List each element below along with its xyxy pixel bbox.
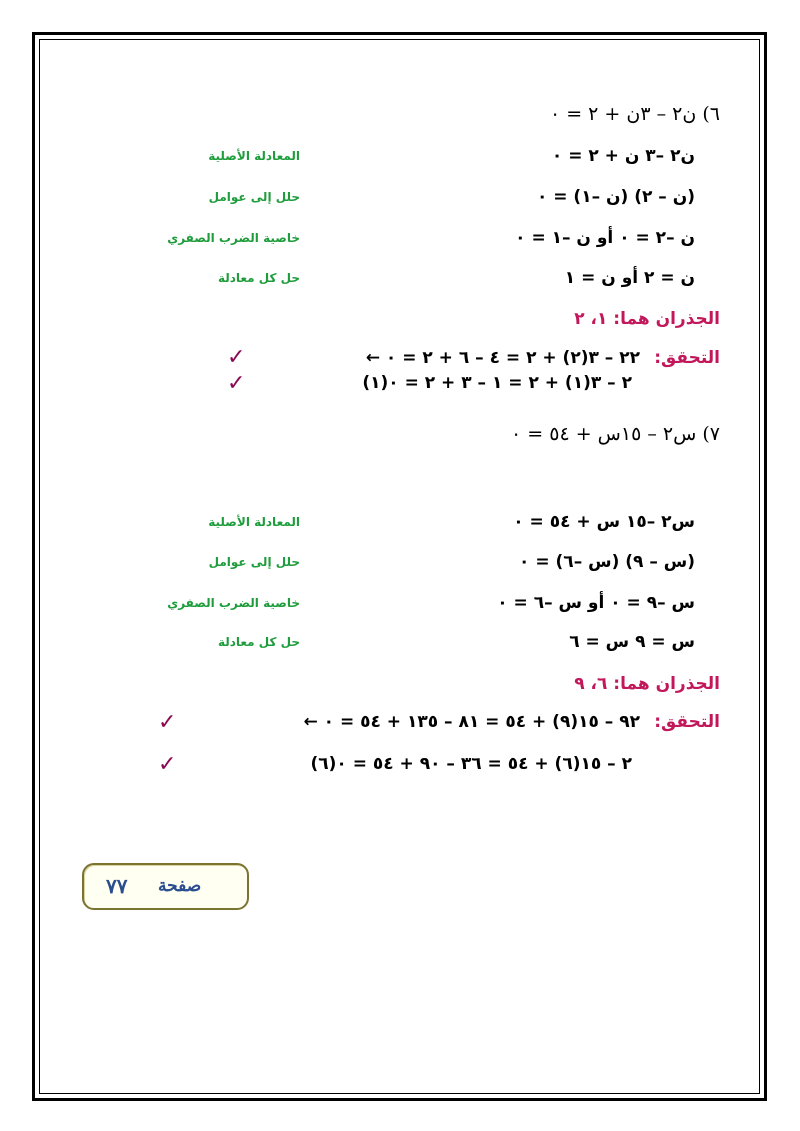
p6-step-1-equation: ن٢ –٣ ن + ٢ = ٠ (551, 146, 695, 166)
p7-step-3-note: خاصية الضرب الصفري (167, 596, 300, 610)
p7-step-4-equation: س = ٩ س = ٦ (569, 632, 695, 652)
check-mark-icon: ✓ (227, 371, 246, 396)
check-mark-icon: ✓ (158, 752, 177, 777)
check-mark-icon: ✓ (227, 345, 246, 370)
problem-6-header: ٦) ن٢ – ٣ن + ٢ = ٠ (549, 103, 720, 125)
p6-step-4-note: حل كل معادلة (217, 271, 300, 285)
p6-check-1: ← ٢٢ – ٣(٢) + ٢ = ٤ – ٦ + ٢ = ٠ (365, 348, 640, 368)
p7-step-1-note: المعادلة الأصلية (208, 515, 300, 529)
p6-check-label: التحقق: (654, 348, 720, 368)
p6-step-3-note: خاصية الضرب الصفري (167, 231, 300, 245)
page-number: ٧٧ (106, 874, 128, 898)
p7-check-1: ← ٩٢ – ١٥(٩) + ٥٤ = ٨١ – ١٣٥ + ٥٤ = ٠ (303, 712, 640, 732)
p6-check-2: (١)٢ – ٣(١) + ٢ = ١ – ٣ + ٢ = ٠ (362, 373, 632, 393)
p7-roots: الجذران هما: ٦، ٩ (574, 674, 720, 694)
p7-check-2: (٦)٢ – ١٥(٦) + ٥٤ = ٣٦ – ٩٠ + ٥٤ = ٠ (310, 754, 632, 774)
p6-step-4-equation: ن = ٢ أو ن = ١ (564, 268, 695, 288)
page-label: صفحة (158, 876, 202, 896)
p6-step-2-note: حلل إلى عوامل (208, 190, 300, 204)
p6-step-2-equation: (ن – ٢) (ن –١) = ٠ (536, 187, 695, 207)
p6-step-3-equation: ن –٢ = ٠ أو ن –١ = ٠ (515, 228, 695, 248)
p7-step-2-equation: (س – ٩) (س –٦) = ٠ (519, 552, 695, 572)
p7-check-label: التحقق: (654, 712, 720, 732)
p7-step-2-note: حلل إلى عوامل (208, 555, 300, 569)
page-number-box (82, 863, 249, 910)
check-mark-icon: ✓ (158, 710, 177, 735)
p7-step-1-equation: س٢ –١٥ س + ٥٤ = ٠ (513, 512, 695, 532)
p7-step-3-equation: س –٩ = ٠ أو س –٦ = ٠ (497, 593, 695, 613)
p7-step-4-note: حل كل معادلة (217, 635, 300, 649)
p6-roots: الجذران هما: ١، ٢ (574, 309, 720, 329)
p6-step-1-note: المعادلة الأصلية (208, 149, 300, 163)
problem-7-header: ٧) س٢ – ١٥س + ٥٤ = ٠ (511, 423, 720, 445)
